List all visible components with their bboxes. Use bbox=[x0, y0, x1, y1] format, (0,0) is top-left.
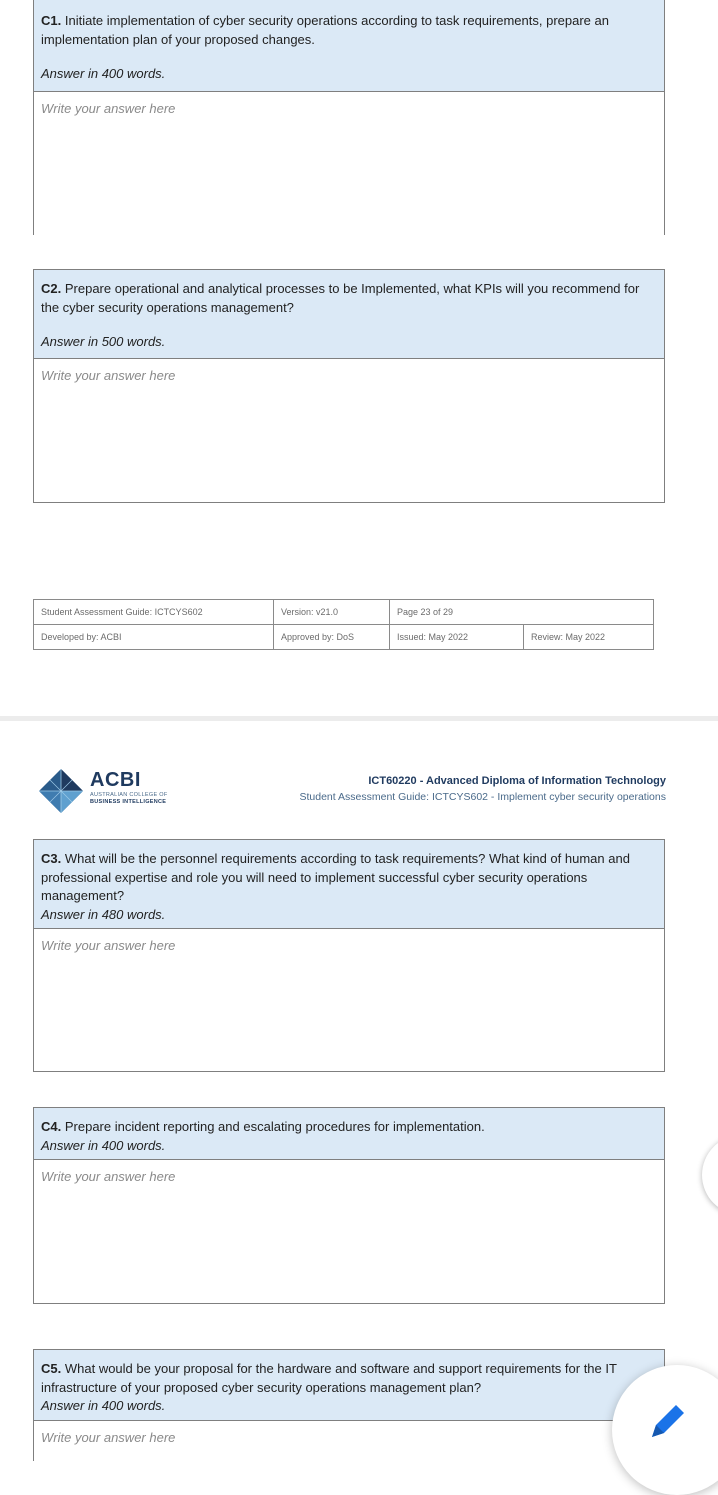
question-c3-header bbox=[34, 840, 664, 929]
logo-wordmark bbox=[90, 770, 168, 806]
side-scroll-handle[interactable] bbox=[702, 1135, 718, 1215]
page-divider bbox=[0, 716, 718, 721]
question-c1-header bbox=[34, 0, 664, 92]
footer-issued: Issued: May 2022 bbox=[390, 625, 524, 650]
answer-field-c5[interactable] bbox=[34, 1421, 664, 1461]
footer-approved: Approved by: DoS bbox=[274, 625, 390, 650]
question-id: C4. bbox=[41, 1119, 62, 1134]
question-c5 bbox=[33, 1349, 665, 1461]
word-limit: Answer in 400 words. bbox=[41, 66, 166, 81]
answer-placeholder: Write your answer here bbox=[41, 368, 176, 383]
question-text: Initiate implementation of cyber security operations according to task requirements, prepare an implementation plan of your proposed changes. bbox=[41, 13, 609, 47]
question-text: What would be your proposal for the hardware and software and support requirements for the IT infrastructure of your proposed cyber security operations management plan? bbox=[41, 1361, 617, 1395]
logo-line1: AUSTRALIAN COLLEGE OF bbox=[90, 792, 168, 798]
answer-field-c1[interactable] bbox=[34, 92, 664, 235]
answer-field-c3[interactable] bbox=[34, 929, 664, 1071]
answer-placeholder: Write your answer here bbox=[41, 101, 176, 116]
answer-placeholder: Write your answer here bbox=[41, 938, 176, 953]
question-c1 bbox=[33, 0, 665, 235]
page-header bbox=[299, 773, 666, 805]
question-id: C3. bbox=[41, 851, 62, 866]
word-limit: Answer in 400 words. bbox=[41, 1398, 166, 1413]
logo-line2: BUSINESS INTELLIGENCE bbox=[90, 799, 167, 805]
question-text: Prepare incident reporting and escalating procedures for implementation. bbox=[64, 1119, 485, 1134]
guide-subtitle: Student Assessment Guide: ICTCYS602 - Implement cyber security operations bbox=[299, 791, 666, 803]
answer-placeholder: Write your answer here bbox=[41, 1169, 176, 1184]
acbi-logo-icon bbox=[38, 768, 84, 814]
footer-developed: Developed by: ACBI bbox=[34, 625, 274, 650]
footer-page: Page 23 of 29 bbox=[390, 600, 654, 625]
question-text: What will be the personnel requirements according to task requirements? What kind of human and professional expertise and role you will need to implement successful cyber security operations management? bbox=[41, 851, 630, 903]
question-c2-header bbox=[34, 270, 664, 359]
word-limit: Answer in 400 words. bbox=[41, 1137, 166, 1153]
word-limit: Answer in 480 words. bbox=[41, 906, 166, 922]
question-id: C1. bbox=[41, 13, 62, 28]
word-limit: Answer in 500 words. bbox=[41, 334, 166, 349]
question-text: Prepare operational and analytical processes to be Implemented, what KPIs will you recommend for the cyber security operations management? bbox=[41, 281, 640, 315]
question-c5-header bbox=[34, 1350, 664, 1421]
answer-field-c4[interactable] bbox=[34, 1160, 664, 1303]
page-footer bbox=[33, 599, 654, 650]
logo-name: ACBI bbox=[90, 769, 141, 791]
question-c4 bbox=[33, 1107, 665, 1304]
course-title: ICT60220 - Advanced Diploma of Information Technology bbox=[368, 775, 666, 787]
footer-version: Version: v21.0 bbox=[274, 600, 390, 625]
question-c2 bbox=[33, 269, 665, 503]
footer-guide: Student Assessment Guide: ICTCYS602 bbox=[34, 600, 274, 625]
answer-field-c2[interactable] bbox=[34, 359, 664, 502]
question-c3 bbox=[33, 839, 665, 1072]
footer-review: Review: May 2022 bbox=[524, 625, 654, 650]
question-id: C5. bbox=[41, 1361, 62, 1376]
answer-placeholder: Write your answer here bbox=[41, 1430, 176, 1445]
question-c4-header bbox=[34, 1108, 664, 1160]
question-id: C2. bbox=[41, 281, 62, 296]
edit-pencil-icon bbox=[646, 1399, 690, 1443]
